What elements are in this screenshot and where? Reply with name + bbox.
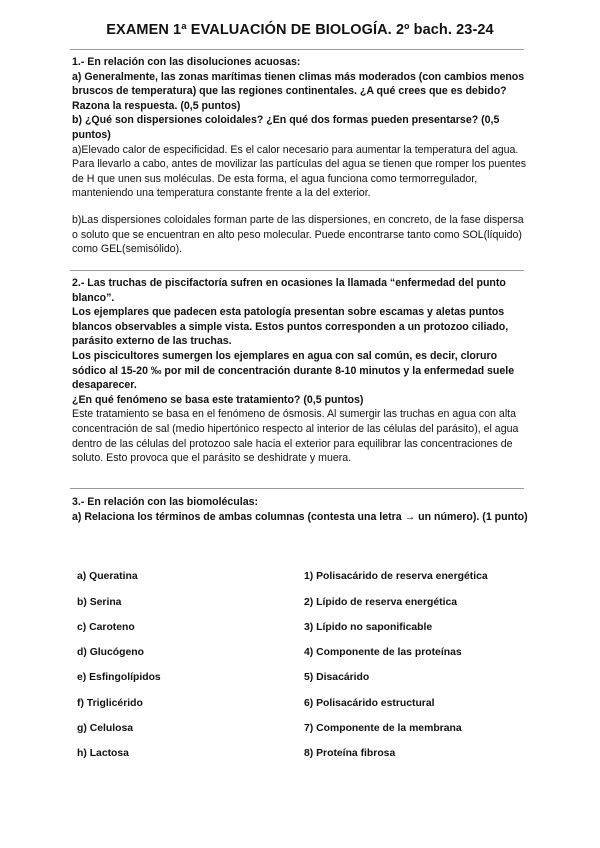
q3-heading: 3.- En relación con las biomoléculas: (72, 496, 259, 508)
q1-heading: 1.- En relación con las disoluciones acuosas: (72, 56, 301, 68)
right-item-3: 3) Lípido no saponificable (304, 622, 433, 633)
left-item-g: g) Celulosa (77, 723, 134, 734)
question-2 (72, 276, 528, 466)
left-item-e: e) Esfingolípidos (77, 672, 161, 683)
right-item-1: 1) Polisacárido de reserva energética (304, 571, 488, 582)
right-item-2: 2) Lípido de reserva energética (304, 597, 458, 608)
q1-a-answer: a)Elevado calor de especificidad. Es el calor necesario para aumentar la temperatura del agua. Para llevarlo a cabo, antes de movilizar las partículas del agua se tienen que romper los puentes de H que unen sus moléculas. De esta forma, el agua funciona como termorregulador, manteniendo una temperatura constante frente a la del exterior. (72, 143, 527, 200)
q1-a-question: a) Generalmente, las zonas marítimas tienen climas más moderados (con cambios menos bruscos de temperatura) que las regiones continentales. ¿A qué crees que es debido? Razona la respuesta. (0,5 puntos) (72, 70, 525, 112)
divider (70, 488, 524, 489)
q2-paragraph-2: Los piscicultores sumergen los ejemplares en agua con sal común, es decir, cloruro sódico al 15-20 ‰ por mil de concentración durante 8-10 minutos y la enfermedad suele desaparecer. (72, 349, 515, 392)
exam-title: EXAMEN 1ª EVALUACIÓN DE BIOLOGÍA. 2º bach. 23-24 (106, 22, 494, 38)
divider (70, 270, 524, 271)
right-item-5: 5) Disacárido (304, 672, 370, 683)
q2-question: ¿En qué fenómeno se basa este tratamiento? (0,5 puntos) (72, 393, 364, 406)
q1-b-question: b) ¿Qué son dispersiones coloidales? ¿En qué dos formas pueden presentarse? (0,5 puntos) (72, 114, 500, 141)
right-item-6: 6) Polisacárido estructural (304, 698, 435, 709)
left-item-f: f) Triglicérido (77, 698, 143, 709)
q2-paragraph-1: Los ejemplares que padecen esta patología presentan sobre escamas y aletas puntos blancos observables a simple vista. Estos puntos corresponden a un protozoo ciliado, parásito externo de las truchas. (72, 306, 509, 348)
left-item-c: c) Caroteno (77, 622, 135, 633)
right-item-8: 8) Proteína fibrosa (304, 748, 396, 759)
question-1 (72, 55, 528, 257)
q1-b-answer: b)Las dispersiones coloidales forman parte de las dispersiones, en concreto, de la fase dispersa o soluto que se encuentran en alto peso molecular. Puede encontrarse tanto como SOL(líquido) como GEL(semisólido). (72, 213, 524, 256)
q3-question: a) Relaciona los términos de ambas columnas (contesta una letra → un número). (1 punto) (72, 510, 528, 523)
right-item-4: 4) Componente de las proteínas (304, 647, 462, 658)
question-3 (72, 495, 528, 524)
q2-answer: Este tratamiento se basa en el fenómeno de ósmosis. Al sumergir las truchas en agua con alta concentración de sal (medio hipertónico respecto al interior de las células del parásito), el agua dentro de las células del protozoo sale hacia el exterior para equilibrar las concentraciones de soluto. Esto provoca que el parásito se deshidrate y muera. (72, 408, 519, 465)
left-item-a: a) Queratina (77, 571, 138, 582)
q2-heading: 2.- Las truchas de piscifactoría sufren en ocasiones la llamada “enfermedad del punto blanco”. (72, 277, 506, 304)
right-item-7: 7) Componente de la membrana (304, 723, 462, 734)
left-item-b: b) Serina (77, 597, 122, 608)
divider (70, 49, 524, 50)
left-item-d: d) Glucógeno (77, 647, 144, 658)
left-item-h: h) Lactosa (77, 748, 129, 759)
